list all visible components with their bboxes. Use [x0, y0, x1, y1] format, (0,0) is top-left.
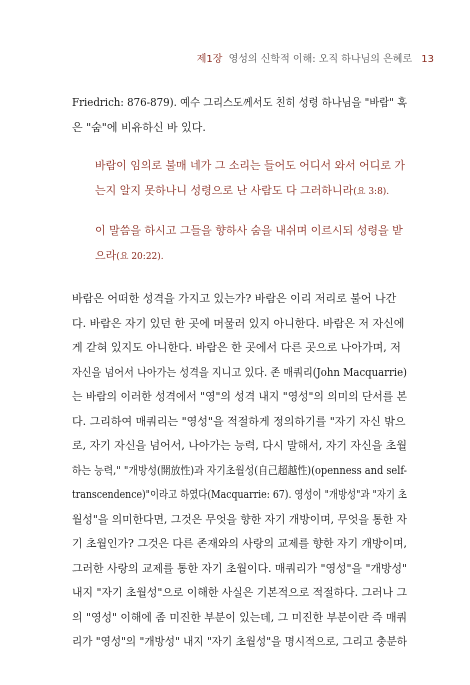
text-line: 로, 자기 자신을 넘어서, 나아가는 능력, 다시 말해서, 자기 자신을 초월	[72, 439, 407, 452]
text-line: transcendence)"이라고 하였다(Macquarrie: 67). 영성이 "개방성"과 "자기 초	[72, 488, 407, 501]
text-line: 자신을 넘어서 나아가는 성격을 지니고 있다. 존 매쿼리(John Macquarrie)	[72, 365, 407, 379]
text-line: 의 "영성" 이해에 좀 미진한 부분이 있는데, 그 미진한 부분이란 즉 매쿼	[72, 610, 407, 624]
text-line: 리가 "영성"의 "개방성" 내지 "자기 초월성"을 명시적으로, 그리고 충분하	[72, 635, 407, 648]
text-line: Friedrich: 876-879). 예수 그리스도께서도 친히 성령 하나님을 "바람" 혹	[72, 96, 407, 109]
page-number: 13	[421, 54, 434, 65]
chapter-title: 영성의 신학적 이해: 오직 하나님의 은혜로	[228, 54, 413, 65]
text-line: 내지 "자기 초월성"으로 이해한 사실은 기본적으로 적절하다. 그러나 그	[72, 586, 407, 599]
quote-line	[95, 179, 405, 205]
scripture-quote-john-3-8	[95, 154, 405, 204]
quote-line-text: 으라	[95, 248, 117, 262]
quote-line-text: 는지 알지 못하나니 성령으로 난 사람도 다 그러하니라	[95, 183, 354, 197]
scripture-quote-john-20-22	[95, 219, 405, 269]
quote-line: 바람이 임의로 불매 네가 그 소리는 들어도 어디서 와서 어디로 가	[95, 159, 405, 172]
text-line: 는 바람의 이러한 성격에서 "영"의 성격 내지 "영성"의 의미의 단서를 본	[72, 390, 407, 403]
scripture-reference: (요 20:22).	[116, 251, 164, 262]
text-line: 다. 바람은 자기 있던 한 곳에 머물러 있지 아니한다. 바람은 저 자신에	[72, 316, 405, 330]
text-line: 그러한 사랑의 교제를 통한 자기 초월이다. 매쿼리가 "영성"을 "개방성"	[72, 561, 407, 575]
text-line: 바람은 어떠한 성격을 가지고 있는가? 바람은 이리 저리로 불어 나간	[72, 292, 397, 305]
paragraph-wind	[72, 287, 407, 655]
chapter-label: 제1장	[196, 54, 223, 65]
text-line: 하는 능력," "개방성(開放性)과 자기초월성(自己超越性)(openness and self-	[72, 463, 407, 477]
quote-line: 이 말씀을 하시고 그들을 향하사 숨을 내쉬며 이르시되 성령을 받	[95, 224, 403, 237]
text-line: 은 "숨"에 비유하신 바 있다.	[72, 120, 206, 134]
text-line: 기 초월인가? 그것은 다른 존재와의 사랑의 교제를 향한 자기 개방이며,	[72, 537, 407, 550]
running-header	[197, 50, 434, 65]
scripture-reference: (요 3:8).	[353, 186, 390, 197]
quote-line	[95, 244, 405, 270]
text-line: 게 갇혀 있지도 아니한다. 바람은 한 곳에서 다른 곳으로 나아가며, 저	[72, 341, 401, 354]
text-line: 월성"을 의미한다면, 그것은 무엇을 향한 자기 개방이며, 무엇을 통한 자	[72, 512, 407, 526]
text-line: 다. 그리하여 매쿼리는 "영성"을 적절하게 정의하기를 "자기 자신 밖으	[72, 414, 406, 428]
paragraph-intro	[72, 91, 407, 140]
